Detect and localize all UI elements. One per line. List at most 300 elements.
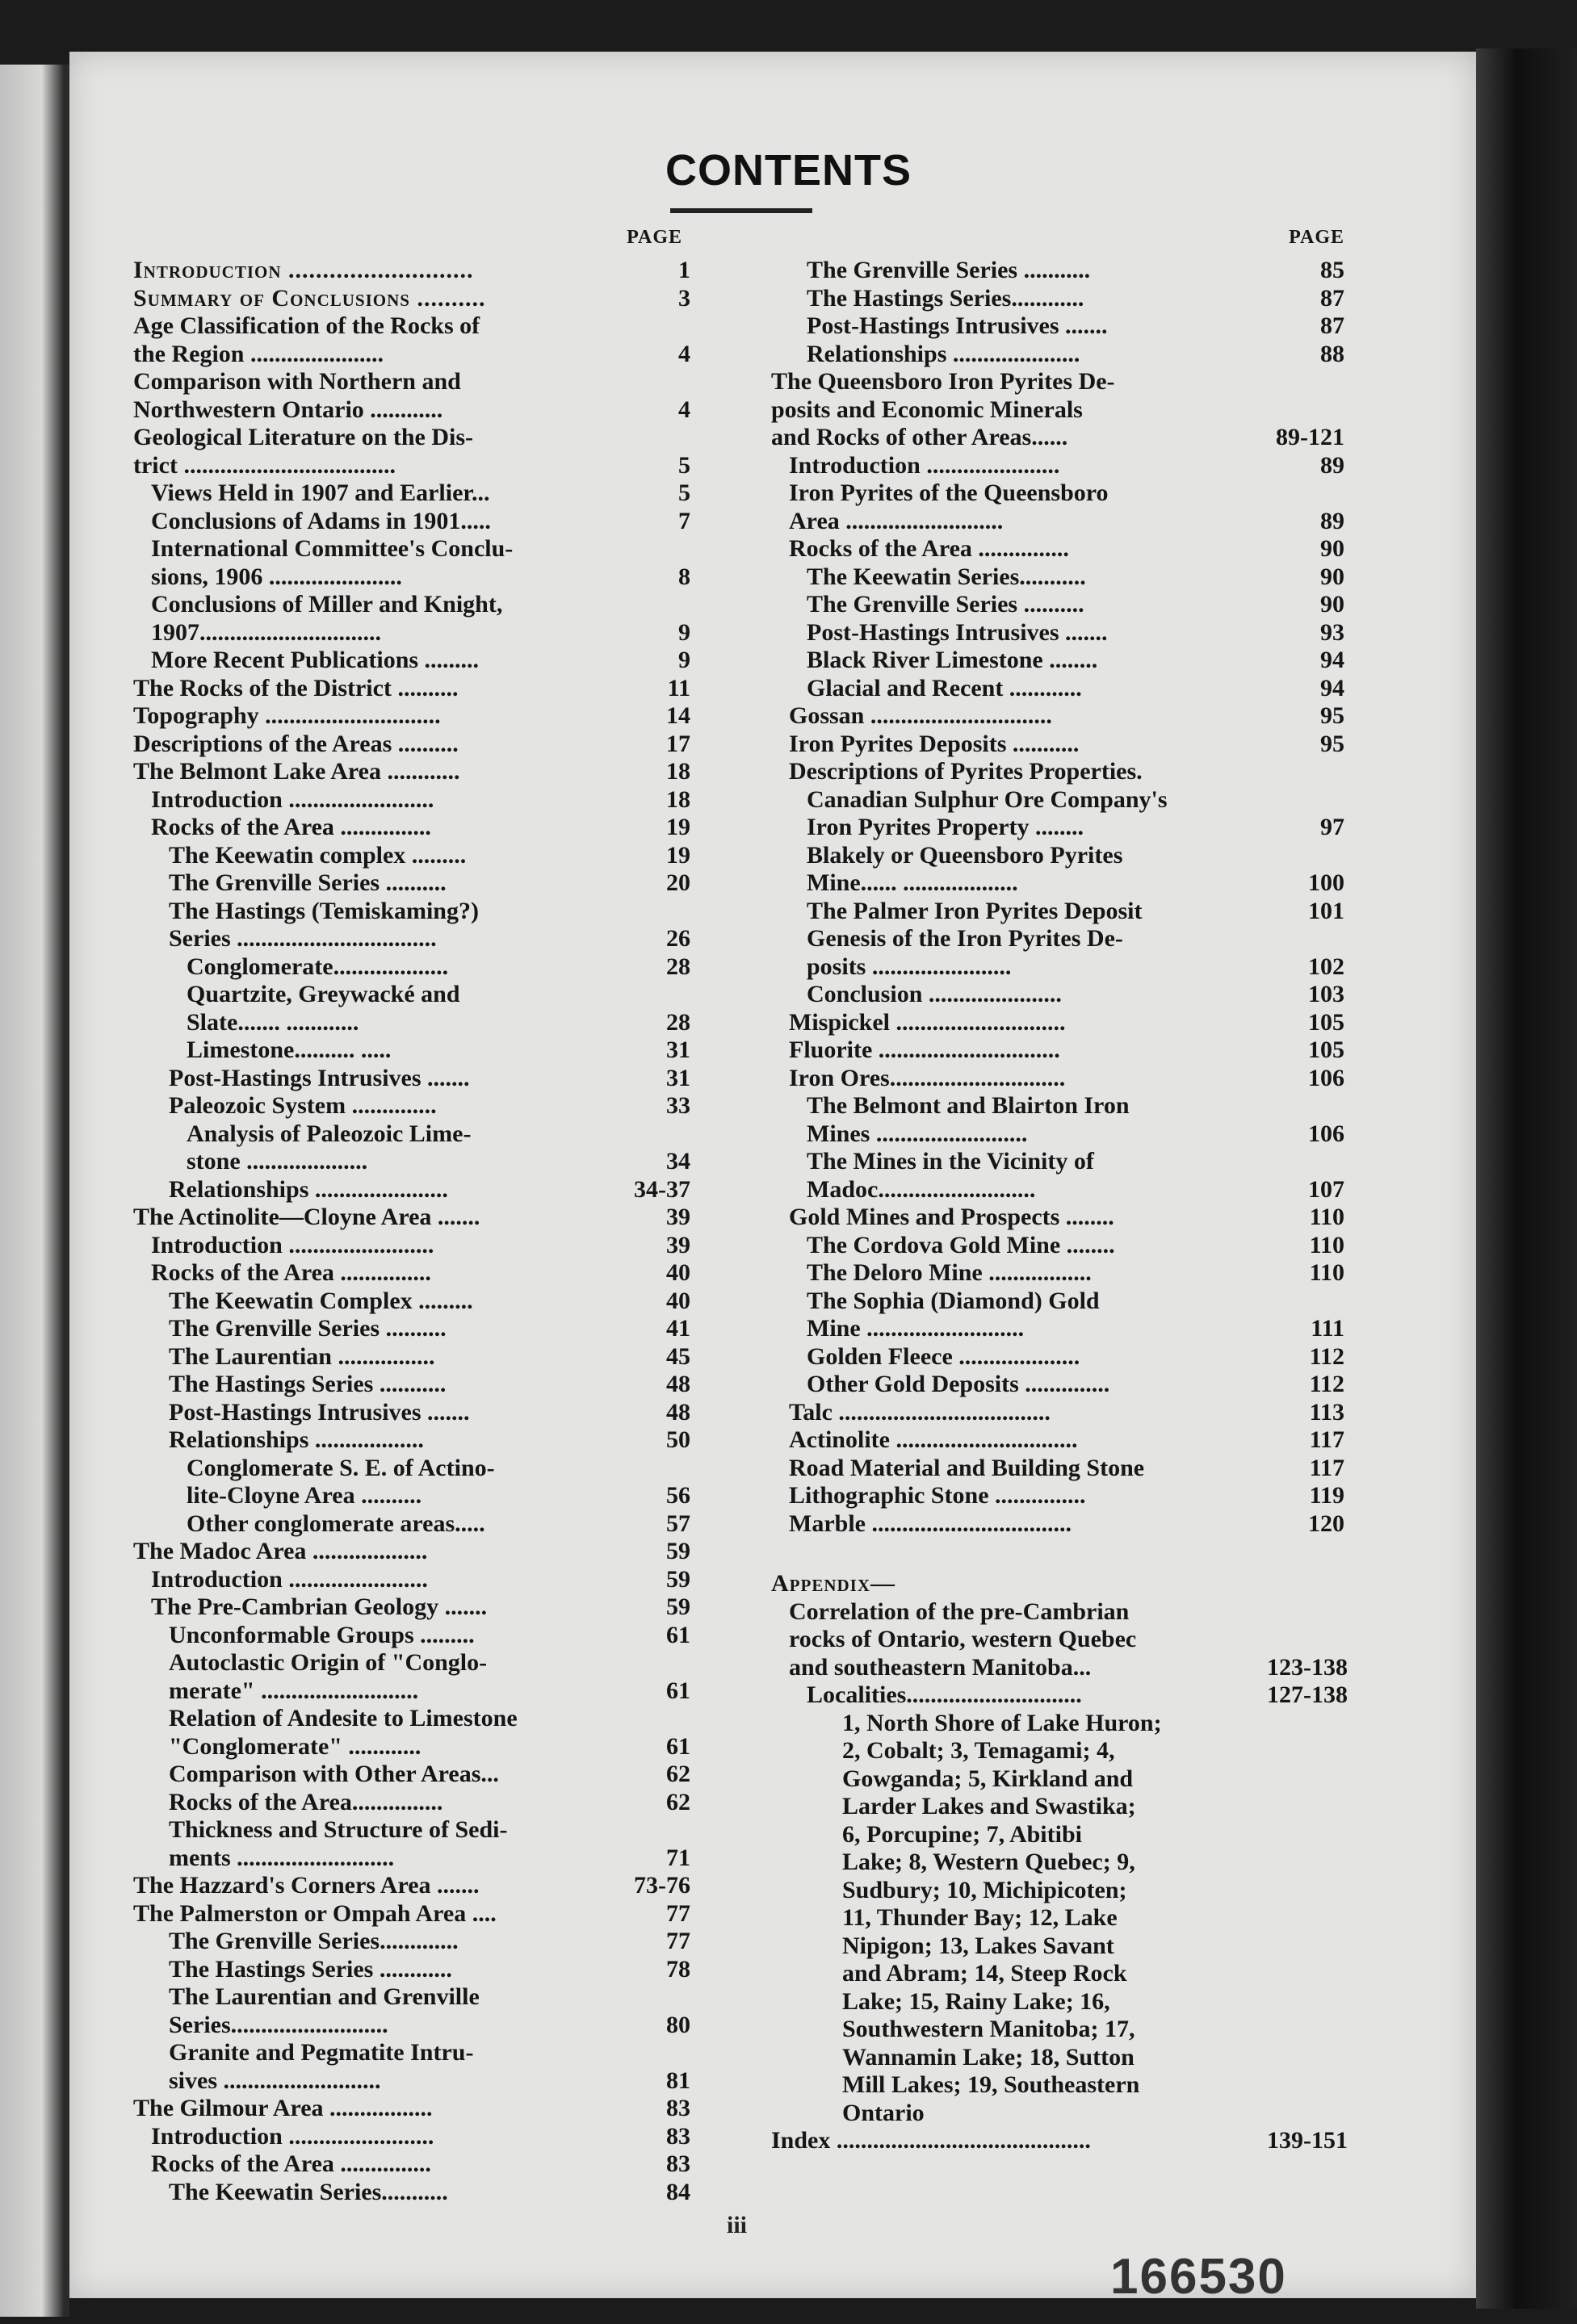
toc-entry-title: The Hastings Series............	[807, 284, 1084, 312]
toc-entry	[771, 619, 1344, 647]
toc-entry	[771, 1092, 1344, 1148]
toc-entry	[133, 702, 690, 731]
toc-entry-page: 117	[1309, 1426, 1344, 1453]
toc-entry-title: Conclusion ......................	[807, 981, 1062, 1007]
toc-entry	[133, 1399, 690, 1427]
toc-entry-page: 41	[666, 1315, 690, 1342]
toc-entry	[771, 1343, 1344, 1371]
toc-entry-title: Rocks of the Area ...............	[151, 814, 431, 840]
toc-entry-page: 40	[666, 1287, 690, 1314]
toc-entry-title: Summary of Conclusions ..........	[133, 284, 486, 312]
toc-entry-page: 20	[666, 869, 690, 896]
toc-entry-page: 45	[666, 1342, 690, 1370]
toc-entry-page: 31	[666, 1036, 690, 1063]
toc-entry-title: Unconformable Groups .........	[169, 1621, 475, 1648]
toc-entry-title: Conglomerate S. E. of Actino- lite-Cloyne Area ..........	[187, 1454, 495, 1509]
toc-entry	[133, 1900, 690, 1928]
toc-entry	[771, 368, 1344, 452]
toc-entry	[133, 1065, 690, 1093]
toc-entry	[771, 563, 1344, 592]
toc-entry	[771, 1148, 1344, 1204]
toc-entry-page: 56	[666, 1482, 690, 1509]
toc-entry-title: Age Classification of the Rocks of the Region ......................	[133, 312, 480, 367]
toc-entry	[133, 1816, 690, 1872]
toc-entry-title: Relationships .....................	[807, 340, 1080, 367]
toc-entry-page: 18	[666, 758, 690, 785]
toc-entry-page: 3	[678, 284, 690, 312]
toc-entry-title: The Keewatin complex .........	[169, 841, 467, 869]
toc-entry-page: 83	[666, 2095, 690, 2121]
toc-entry-page: 17	[666, 730, 690, 757]
page-title: CONTENTS	[665, 146, 912, 195]
toc-entry-page: 139-151	[1267, 2127, 1348, 2154]
toc-entry-page: 83	[666, 2122, 690, 2150]
toc-entry	[133, 285, 690, 313]
toc-entry-title: Gold Mines and Prospects ........	[789, 1204, 1114, 1230]
toc-entry-title: Comparison with Other Areas...	[169, 1761, 499, 1787]
toc-entry	[133, 898, 690, 953]
toc-entry-page: 103	[1308, 981, 1344, 1007]
toc-entry	[133, 1315, 690, 1343]
toc-entry	[771, 1597, 1348, 1682]
toc-entry-page: 94	[1320, 674, 1344, 701]
toc-entry-page: 97	[1320, 814, 1344, 840]
toc-entry-title: Introduction ......................	[789, 451, 1060, 479]
toc-entry-title: Other Gold Deposits ..............	[807, 1371, 1110, 1397]
toc-entry-page: 8	[678, 563, 690, 590]
toc-entry-page: 9	[678, 618, 690, 646]
toc-entry	[133, 2123, 690, 2151]
toc-entry-title: Descriptions of Pyrites Properties.	[789, 758, 1143, 785]
toc-entry-page: 78	[666, 1955, 690, 1983]
toc-entry-page: 5	[678, 479, 690, 506]
toc-entry	[771, 925, 1344, 981]
toc-entry-page: 11	[667, 674, 690, 701]
toc-entry	[133, 1259, 690, 1288]
toc-entry	[133, 508, 690, 536]
toc-entry	[133, 1705, 690, 1761]
toc-entry-title: Lithographic Stone ...............	[789, 1482, 1086, 1509]
toc-entry-page: 106	[1308, 1120, 1344, 1147]
toc-entry	[133, 758, 690, 786]
toc-entry	[133, 1343, 690, 1371]
toc-entry-title: The Cordova Gold Mine ........	[807, 1231, 1115, 1258]
toc-entry-page: 95	[1320, 730, 1344, 757]
toc-entry-page: 19	[666, 841, 690, 869]
toc-entry	[133, 731, 690, 759]
toc-right-column	[771, 218, 1348, 2155]
toc-entry-title: The Hastings Series ............	[169, 1955, 452, 1983]
toc-entry	[133, 953, 690, 982]
toc-entry	[133, 1649, 690, 1705]
toc-entry-title: The Laurentian ................	[169, 1342, 435, 1370]
toc-entry-title: Localities.............................	[807, 1681, 1082, 1708]
toc-entry-page: 123-138	[1267, 1653, 1348, 1681]
toc-entry-page: 18	[666, 785, 690, 813]
toc-entry-page: 113	[1309, 1398, 1344, 1426]
toc-entry-title: Appendix—	[771, 1570, 895, 1597]
toc-entry-title: Conclusions of Adams in 1901.....	[151, 507, 491, 534]
toc-entry-page: 61	[666, 1621, 690, 1648]
toc-entry-title: Relation of Andesite to Limestone "Conglomerate" ............	[169, 1705, 518, 1760]
toc-entry	[771, 1009, 1344, 1037]
toc-entry-page: 50	[666, 1426, 690, 1453]
toc-entry-title: Black River Limestone ........	[807, 647, 1098, 673]
toc-entry-title: The Hazzard's Corners Area .......	[133, 1872, 480, 1899]
toc-entry	[133, 368, 690, 424]
toc-entry	[133, 479, 690, 508]
toc-entry-title: The Deloro Mine .................	[807, 1259, 1092, 1286]
toc-entry-title: Conclusions of Miller and Knight, 1907..............................	[151, 591, 503, 646]
toc-entry	[133, 647, 690, 675]
toc-entry-title: Introduction ........................	[151, 1231, 434, 1258]
toc-entry	[133, 1789, 690, 1817]
toc-entry-title: Blakely or Queensboro Pyrites Mine...... ...................	[807, 841, 1123, 896]
toc-entry-title: Comparison with Northern and Northwestern Ontario ............	[133, 368, 461, 423]
toc-entry	[771, 1455, 1344, 1483]
toc-entry-title: Autoclastic Origin of "Conglo- merate" ..........................	[169, 1649, 488, 1704]
toc-entry-page: 77	[666, 1928, 690, 1954]
toc-entry-title: The Keewatin Series...........	[169, 2178, 448, 2205]
toc-entry-page: 48	[666, 1371, 690, 1397]
toc-entry	[771, 675, 1344, 703]
toc-entry	[771, 1426, 1344, 1455]
toc-entry	[133, 1371, 690, 1399]
toc-entry-title: Post-Hastings Intrusives .......	[807, 618, 1108, 646]
toc-entry-page: 5	[678, 451, 690, 479]
toc-entry-page: 85	[1320, 257, 1344, 283]
toc-entry	[133, 1593, 690, 1622]
toc-entry-title: The Palmer Iron Pyrites Deposit	[807, 897, 1143, 924]
toc-entry	[771, 535, 1344, 563]
toc-entry-page: 87	[1320, 312, 1344, 339]
toc-entry-title: Rocks of the Area...............	[169, 1788, 443, 1815]
toc-entry-title: The Pre-Cambrian Geology .......	[151, 1593, 488, 1620]
toc-entry-page: 62	[666, 1761, 690, 1787]
toc-entry	[133, 2150, 690, 2179]
toc-entry-title: The Laurentian and Grenville Series..........................	[169, 1983, 480, 2038]
toc-entry	[771, 1259, 1344, 1288]
toc-entry-title: Analysis of Paleozoic Lime- stone ....................	[187, 1120, 472, 1175]
toc-entry	[133, 814, 690, 842]
toc-entry	[771, 1371, 1344, 1399]
toc-entry-title: The Rocks of the District ..........	[133, 674, 459, 701]
toc-entry-page: 28	[666, 1008, 690, 1036]
toc-entry-title: Mispickel ............................	[789, 1008, 1066, 1036]
section-gap	[771, 1538, 1344, 1570]
toc-entry-title: The Keewatin Complex .........	[169, 1287, 473, 1314]
toc-entry	[771, 702, 1344, 731]
toc-entry-page: 87	[1320, 284, 1344, 312]
toc-entry	[771, 1681, 1348, 1710]
toc-entry	[133, 424, 690, 479]
toc-entry-page: 90	[1320, 591, 1344, 618]
toc-entry-title: Quartzite, Greywacké and Slate....... ............	[187, 981, 460, 1036]
page-number: iii	[727, 2212, 748, 2238]
toc-entry	[133, 1426, 690, 1455]
toc-entry-page: 89-121	[1276, 424, 1344, 450]
toc-entry	[133, 869, 690, 898]
toc-entry-page: 71	[666, 1844, 690, 1871]
toc-entry-page: 120	[1308, 1510, 1344, 1537]
toc-entry	[133, 1120, 690, 1176]
toc-entry-title: Views Held in 1907 and Earlier...	[151, 479, 490, 506]
toc-entry-page: 39	[666, 1231, 690, 1258]
toc-entry-title: Golden Fleece ....................	[807, 1342, 1080, 1370]
toc-entry-title: The Queensboro Iron Pyrites De- posits and Economic Minerals and Rocks of other Areas......	[771, 368, 1115, 450]
toc-entry-title: Index ..........................................	[771, 2127, 1091, 2154]
toc-entry-title: International Committee's Conclu- sions, 1906 ......................	[151, 535, 514, 590]
toc-entry	[771, 842, 1344, 898]
toc-entry-page: 110	[1309, 1231, 1344, 1258]
toc-entry-page: 14	[666, 702, 690, 729]
toc-entry-page: 80	[666, 2011, 690, 2038]
toc-entry	[133, 1036, 690, 1065]
toc-entry-page: 59	[666, 1593, 690, 1620]
toc-entry-page: 62	[666, 1788, 690, 1815]
toc-entry-page: 110	[1309, 1204, 1344, 1230]
toc-entry-page: 34	[666, 1148, 690, 1175]
toc-entry	[133, 2039, 690, 2095]
toc-entry-page: 127-138	[1267, 1681, 1348, 1708]
toc-entry-page: 110	[1309, 1259, 1344, 1286]
toc-entry-page: 7	[678, 507, 690, 534]
toc-entry-title: Introduction ........................	[151, 2122, 434, 2150]
toc-entry	[133, 1455, 690, 1510]
toc-entry	[133, 1538, 690, 1566]
toc-entry-title: Correlation of the pre-Cambrian rocks of Ontario, western Quebec and southeastern Manitoba...	[789, 1597, 1137, 1681]
toc-entry-title: Canadian Sulphur Ore Company's Iron Pyrites Property ........	[807, 785, 1168, 840]
toc-entry-page: 119	[1309, 1482, 1344, 1509]
toc-entry-title: Iron Pyrites Deposits ...........	[789, 730, 1080, 757]
toc-entry	[771, 1065, 1344, 1093]
toc-entry	[771, 1510, 1344, 1539]
toc-entry-page: 94	[1320, 647, 1344, 673]
toc-entry	[771, 312, 1344, 341]
toc-entry	[771, 591, 1344, 619]
toc-entry-page: 117	[1309, 1454, 1344, 1481]
toc-entry-page: 100	[1308, 869, 1344, 896]
title-rule	[670, 208, 812, 213]
toc-entry-title: 1, North Shore of Lake Huron; 2, Cobalt; 3, Temagami; 4, Gowganda; 5, Kirkland and Larder Lakes and Swastika; 6, Porcupine; 7, Abitibi Lake; 8, Western Quebec; 9, Sudbury; 10, Michipicoten; 11, Thunder Bay; 12, Lake Nipigon; 13, Lakes Savant and Abram; 14, Steep Rock Lake; 15, Rainy Lake; 16, Southwestern Manitoba; 17, Wannamin Lake; 18, Sutton Mill Lakes; 19, Southeastern Ontario	[842, 1709, 1162, 2126]
toc-entry	[771, 257, 1344, 285]
library-stamp: 166530	[1110, 2249, 1287, 2305]
toc-entry	[133, 1176, 690, 1204]
toc-entry	[133, 1510, 690, 1539]
toc-entry-page: 57	[666, 1510, 690, 1537]
toc-entry-page: 31	[666, 1064, 690, 1091]
toc-entry-page: 61	[666, 1677, 690, 1704]
toc-entry-title: The Belmont Lake Area ............	[133, 758, 460, 785]
toc-entry	[133, 535, 690, 591]
toc-entry-title: The Grenville Series ..........	[169, 1315, 447, 1342]
toc-entry-title: Gossan ..............................	[789, 702, 1052, 729]
toc-entry-title: The Mines in the Vicinity of Madoc..........................	[807, 1148, 1094, 1203]
toc-entry-page: 106	[1308, 1064, 1344, 1091]
toc-entry	[771, 452, 1344, 480]
toc-entry	[133, 786, 690, 814]
toc-entry-title: Relationships ......................	[169, 1175, 448, 1203]
toc-entry-page: 1	[678, 257, 690, 283]
toc-entry-title: Glacial and Recent ............	[807, 674, 1082, 701]
toc-entry-title: The Palmerston or Ompah Area ....	[133, 1899, 497, 1927]
toc-entry	[133, 1092, 690, 1120]
toc-entry-title: The Hastings (Temiskaming?) Series .................................	[169, 897, 479, 952]
toc-entry	[771, 647, 1344, 675]
toc-entry-page: 59	[666, 1565, 690, 1593]
toc-entry	[133, 1566, 690, 1594]
toc-entry-title: The Grenville Series ...........	[807, 257, 1091, 283]
toc-entry	[133, 2095, 690, 2123]
toc-entry-page: 40	[666, 1259, 690, 1286]
page-column-label: PAGE	[1289, 227, 1344, 248]
toc-entry	[133, 1288, 690, 1316]
toc-entry-title: Topography .............................	[133, 702, 441, 729]
toc-entry-page: 88	[1320, 340, 1344, 367]
toc-entry-title: Post-Hastings Intrusives .......	[169, 1398, 470, 1426]
toc-entry	[771, 479, 1344, 535]
toc-entry-page: 101	[1308, 897, 1344, 924]
toc-entry-title: Road Material and Building Stone	[789, 1454, 1145, 1481]
toc-entry-page: 111	[1311, 1315, 1344, 1342]
toc-entry-title: The Keewatin Series...........	[807, 563, 1086, 590]
toc-entry	[133, 1761, 690, 1789]
toc-entry-page: 61	[666, 1732, 690, 1760]
toc-entry	[133, 1872, 690, 1900]
toc-entry-title: Actinolite ..............................	[789, 1426, 1078, 1453]
toc-entry-title: Other conglomerate areas.....	[187, 1510, 485, 1537]
toc-entry	[133, 1956, 690, 1984]
toc-entry	[771, 786, 1344, 842]
toc-entry-page: 95	[1320, 702, 1344, 729]
toc-entry-title: Relationships ..................	[169, 1426, 424, 1453]
toc-entry	[771, 285, 1344, 313]
toc-entry-page: 83	[666, 2150, 690, 2177]
toc-entry	[133, 675, 690, 703]
toc-entry-title: Post-Hastings Intrusives .......	[169, 1064, 470, 1091]
toc-entry-title: Iron Pyrites of the Queensboro Area ..........................	[789, 479, 1109, 534]
toc-entry-title: Limestone.......... .....	[187, 1036, 392, 1063]
toc-entry-title: Introduction ...........................	[133, 257, 474, 283]
toc-entry-title: More Recent Publications .........	[151, 647, 480, 673]
toc-entry	[771, 1399, 1344, 1427]
toc-entry	[771, 981, 1344, 1009]
toc-entry	[771, 1204, 1344, 1232]
toc-entry	[771, 731, 1344, 759]
toc-entry-page: 48	[666, 1398, 690, 1426]
toc-entry-title: Conglomerate...................	[187, 953, 449, 980]
toc-entry	[771, 1232, 1344, 1260]
toc-entry	[771, 1288, 1344, 1343]
toc-entry-title: Talc ...................................	[789, 1398, 1051, 1426]
toc-entry-title: Geological Literature on the Dis- trict ...................................	[133, 424, 474, 479]
toc-entry-title: Marble .................................	[789, 1510, 1072, 1537]
toc-entry-title: Descriptions of the Areas ..........	[133, 730, 459, 757]
toc-entry-title: The Gilmour Area .................	[133, 2095, 433, 2121]
toc-entry	[771, 1710, 1344, 2128]
toc-entry-page: 33	[666, 1092, 690, 1119]
toc-entry	[133, 1204, 690, 1232]
toc-entry	[133, 2179, 690, 2207]
toc-entry-page: 105	[1308, 1008, 1344, 1036]
toc-entry-page: 89	[1320, 451, 1344, 479]
toc-entry-title: Fluorite ..............................	[789, 1036, 1060, 1063]
toc-entry-page: 9	[678, 647, 690, 673]
toc-entry-title: The Actinolite—Cloyne Area .......	[133, 1204, 480, 1230]
toc-entry-page: 90	[1320, 563, 1344, 590]
toc-entry-page: 59	[666, 1538, 690, 1564]
toc-entry-title: Paleozoic System ..............	[169, 1092, 437, 1119]
toc-entry-title: The Madoc Area ...................	[133, 1538, 428, 1564]
toc-entry	[133, 981, 690, 1036]
page-column-label: PAGE	[627, 227, 682, 248]
toc-entry-page: 81	[666, 2066, 690, 2094]
toc-entry-page: 39	[666, 1204, 690, 1230]
toc-entry	[133, 312, 690, 368]
toc-entry	[771, 1570, 1344, 1598]
right-binding-edge	[1476, 48, 1577, 2309]
toc-entry-title: The Grenville Series ..........	[169, 869, 447, 896]
toc-entry-title: The Grenville Series.............	[169, 1928, 459, 1954]
toc-entry	[133, 1232, 690, 1260]
toc-entry-title: The Grenville Series ..........	[807, 591, 1084, 618]
toc-entry-page: 28	[666, 953, 690, 980]
toc-entry-title: The Sophia (Diamond) Gold Mine ..........................	[807, 1287, 1100, 1342]
toc-entry	[133, 1928, 690, 1956]
toc-entry	[771, 1036, 1344, 1065]
toc-entry-page: 107	[1308, 1175, 1344, 1203]
toc-entry-title: Genesis of the Iron Pyrites De- posits .......................	[807, 925, 1123, 980]
toc-entry-title: Introduction ........................	[151, 785, 434, 813]
toc-entry-page: 105	[1308, 1036, 1344, 1063]
toc-entry-title: Rocks of the Area ...............	[151, 2150, 431, 2177]
toc-entry-page: 93	[1320, 618, 1344, 646]
toc-entry-title: Introduction .......................	[151, 1565, 428, 1593]
toc-entry	[771, 341, 1344, 369]
toc-entry-page: 112	[1309, 1371, 1344, 1397]
toc-entry-page: 73-76	[634, 1872, 690, 1899]
toc-entry-title: Post-Hastings Intrusives .......	[807, 312, 1108, 339]
left-page-edge	[0, 65, 69, 2317]
toc-left-column	[133, 218, 690, 2206]
toc-entry	[771, 1482, 1344, 1510]
toc-entry-title: Iron Ores.............................	[789, 1064, 1066, 1091]
toc-entry	[133, 257, 690, 285]
toc-entry	[771, 2127, 1348, 2155]
toc-entry-page: 112	[1309, 1342, 1344, 1370]
toc-entry-page: 26	[666, 925, 690, 952]
toc-entry-title: Rocks of the Area ...............	[789, 535, 1069, 562]
toc-entry-page: 102	[1308, 953, 1344, 980]
toc-entry-page: 89	[1320, 507, 1344, 534]
toc-entry-page: 77	[666, 1899, 690, 1927]
toc-entry	[771, 898, 1344, 926]
toc-entry-title: The Hastings Series ...........	[169, 1371, 447, 1397]
toc-entry-page: 4	[678, 396, 690, 423]
toc-entry-page: 19	[666, 814, 690, 840]
toc-entry	[771, 758, 1344, 786]
toc-entry-title: Granite and Pegmatite Intru- sives ..........................	[169, 2039, 474, 2094]
toc-entry	[133, 842, 690, 870]
toc-list	[133, 257, 690, 2206]
toc-entry-page: 34-37	[634, 1175, 690, 1203]
toc-entry-title: Rocks of the Area ...............	[151, 1259, 431, 1286]
toc-entry	[133, 1983, 690, 2039]
toc-entry-page: 84	[666, 2178, 690, 2205]
toc-entry	[133, 1622, 690, 1650]
toc-entry-title: The Belmont and Blairton Iron Mines .........................	[807, 1092, 1130, 1147]
toc-list	[771, 257, 1348, 2155]
